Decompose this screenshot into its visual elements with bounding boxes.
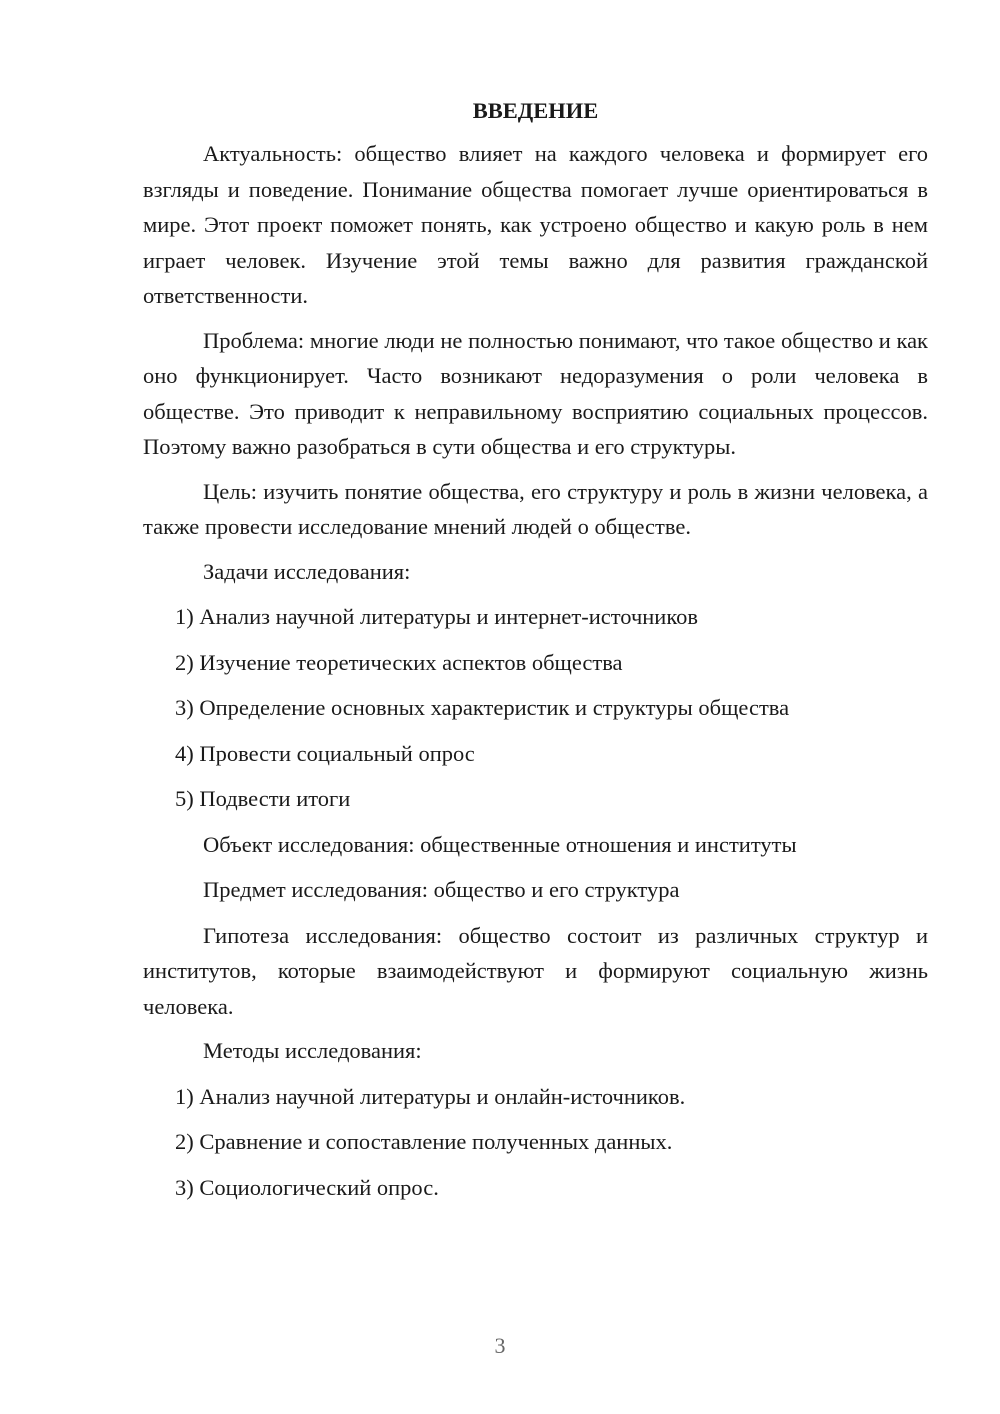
problem-paragraph: Проблема: многие люди не полностью понимают, что такое общество и как оно функционирует. Часто возникают недоразумения о роли человека в обществе. Это приводит к неправильному восприятию социальных процессов. Поэтому важно разобраться в сути общества и его структуры. <box>143 327 928 459</box>
methods-heading: Методы исследования: <box>203 1038 422 1063</box>
list-item: 1) Анализ научной литературы и интернет-источников <box>175 604 699 629</box>
relevance-paragraph: Актуальность: общество влияет на каждого человека и формирует его взгляды и поведение. Понимание общества помогает лучше ориентироваться в мире. Этот проект поможет понять, как устроено общество и какую роль в нем играет человек. Изучение этой темы важно для развития гражданской ответственности. <box>143 141 928 308</box>
list-item: 4) Провести социальный опрос <box>175 740 475 766</box>
research-object: Объект исследования: общественные отношения и институты <box>203 831 797 857</box>
page-content <box>143 94 928 1215</box>
tasks-heading: Задачи исследования: <box>203 558 411 584</box>
page-number: 3 <box>494 1333 506 1358</box>
research-subject: Предмет исследования: общество и его структура <box>203 877 680 902</box>
list-item: 3) Определение основных характеристик и структуры общества <box>175 695 790 720</box>
tasks-list <box>143 599 928 817</box>
list-item: 1) Анализ научной литературы и онлайн-источников. <box>175 1083 686 1109</box>
page-title: ВВЕДЕНИЕ <box>472 98 599 123</box>
hypothesis-paragraph: Гипотеза исследования: общество состоит из различных структур и институтов, которые взаимодействуют и формируют социальную жизнь человека. <box>143 922 928 1019</box>
list-item: 5) Подвести итоги <box>175 786 351 811</box>
list-item: 2) Изучение теоретических аспектов общества <box>175 649 623 675</box>
list-item: 2) Сравнение и сопоставление полученных данных. <box>175 1129 673 1154</box>
methods-list <box>143 1079 928 1206</box>
list-item: 3) Социологический опрос. <box>175 1174 439 1200</box>
goal-paragraph: Цель: изучить понятие общества, его структуру и роль в жизни человека, а также провести исследование мнений людей о обществе. <box>143 478 928 539</box>
